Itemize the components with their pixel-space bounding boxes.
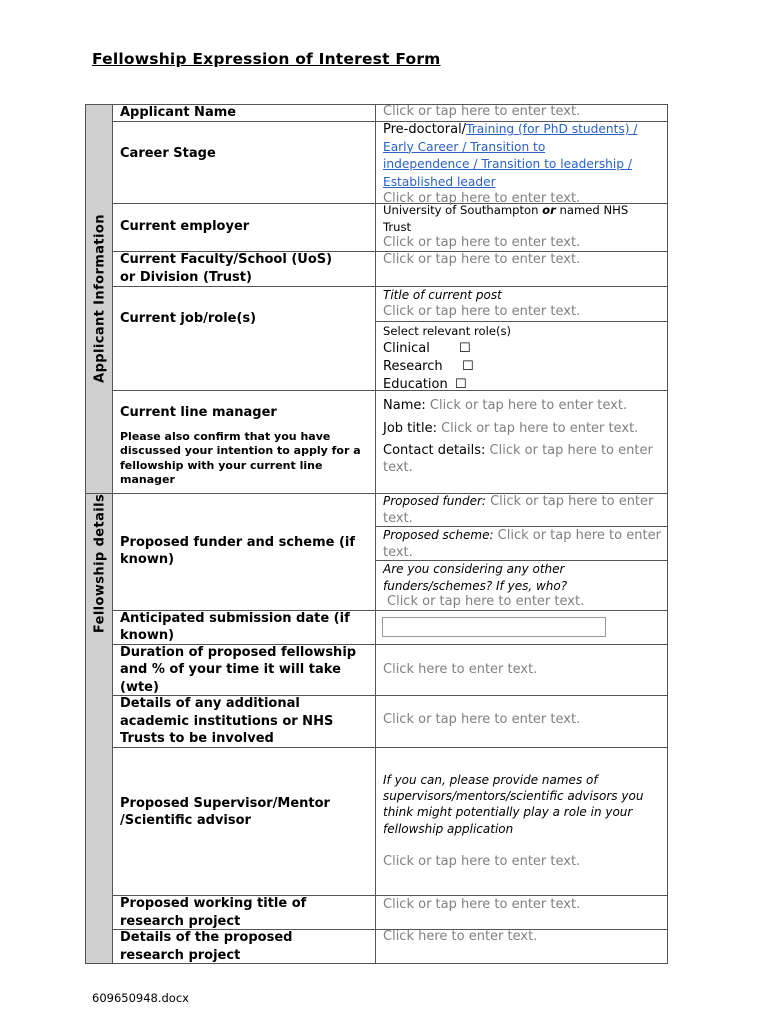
project-details-input[interactable]: Click here to enter text. xyxy=(383,929,538,944)
employer-line1-b: named NHS xyxy=(555,203,629,217)
label-institutions: Details of any additional academic institutions or NHS Trusts to be involved xyxy=(120,696,334,747)
manager-job-label: Job title: xyxy=(383,420,437,436)
label-career-stage: Career Stage xyxy=(120,145,216,161)
career-stage-field xyxy=(383,121,663,208)
label-faculty-line2: or Division (Trust) xyxy=(120,269,252,285)
label-supervisor: Proposed Supervisor/Mentor /Scientific advisor xyxy=(120,795,330,828)
label-applicant-name: Applicant Name xyxy=(120,104,237,120)
manager-name-label: Name: xyxy=(383,398,426,413)
label-duration: Duration of proposed fellowship and % of your time it will take (wte) xyxy=(120,644,357,695)
career-stage-link-4[interactable]: Established leader xyxy=(383,174,496,189)
other-funders-field xyxy=(383,561,663,611)
manager-job-input[interactable]: Click or tap here to enter text. xyxy=(441,420,639,436)
label-line-manager: Current line manager xyxy=(120,405,277,420)
job-title-input[interactable]: Click or tap here to enter text. xyxy=(383,303,581,319)
checkbox-education[interactable]: ☐ xyxy=(455,377,467,392)
funder-field xyxy=(383,493,663,527)
checkbox-clinical[interactable]: ☐ xyxy=(459,341,471,356)
funder-input[interactable]: Click or tap here to enter text. xyxy=(383,494,654,526)
supervisor-field xyxy=(383,772,663,870)
label-line-manager-block xyxy=(112,404,374,488)
faculty-input[interactable]: Click or tap here to enter text. xyxy=(383,252,581,267)
sidebar-applicant-information xyxy=(85,104,113,494)
institutions-input[interactable]: Click or tap here to enter text. xyxy=(383,712,581,727)
label-current-employer: Current employer xyxy=(120,219,250,235)
label-faculty-line1: Current Faculty/School (UoS) xyxy=(120,252,333,267)
manager-contact-label: Contact details: xyxy=(383,443,486,458)
label-project-details: Details of the proposed research project xyxy=(120,930,293,963)
role-select-group xyxy=(383,322,663,394)
form-title: Fellowship Expression of Interest Form xyxy=(92,50,441,68)
supervisor-hint: If you can, please provide names of supervisors/mentors/scientific advisors you think might potentially play a role in your fellowship application xyxy=(383,773,644,836)
document-filename: 609650948.docx xyxy=(92,991,189,1005)
line-manager-field xyxy=(383,398,663,476)
line-manager-note: Please also confirm that you have discussed your intention to apply for a fellowship with your current line manager xyxy=(120,429,361,486)
role-education[interactable]: Education ☐ xyxy=(383,377,467,392)
other-funders-input[interactable]: Click or tap here to enter text. xyxy=(387,594,585,609)
career-stage-link-1[interactable]: Training (for PhD students) / xyxy=(466,122,638,136)
label-working-title: Proposed working title of research project xyxy=(120,896,307,929)
other-funders-question-2: funders/schemes? If yes, who? xyxy=(383,578,568,593)
manager-name-input[interactable]: Click or tap here to enter text. xyxy=(429,398,628,413)
working-title-input[interactable]: Click or tap here to enter text. xyxy=(383,897,581,912)
current-employer-input[interactable]: Click or tap here to enter text. xyxy=(383,235,581,250)
label-job-role: Current job/role(s) xyxy=(120,311,257,327)
sidebar-fellowship-details xyxy=(85,493,113,964)
career-stage-link-3[interactable]: independence / Transition to leadership / xyxy=(383,157,633,171)
label-faculty xyxy=(112,251,376,286)
scheme-input[interactable]: Click or tap here to enter text. xyxy=(383,528,661,560)
duration-input[interactable]: Click here to enter text. xyxy=(383,662,538,677)
career-stage-link-2[interactable]: Early Career / Transition to xyxy=(383,139,546,154)
scheme-label: Proposed scheme: xyxy=(383,528,494,542)
applicant-name-input[interactable]: Click or tap here to enter text. xyxy=(383,104,581,119)
employer-or: or xyxy=(542,203,556,217)
role-research[interactable]: Research ☐ xyxy=(383,359,474,374)
employer-line1-a: University of Southampton xyxy=(383,203,543,217)
career-stage-input[interactable]: Click or tap here to enter text. xyxy=(383,191,581,206)
submission-date-input[interactable] xyxy=(382,617,606,637)
checkbox-research[interactable]: ☐ xyxy=(462,359,474,374)
role-select-hint: Select relevant role(s) xyxy=(383,324,512,338)
label-submission-date: Anticipated submission date (if known) xyxy=(120,610,350,643)
manager-contact-input[interactable]: Click or tap here to enter text. xyxy=(383,443,653,475)
scheme-field xyxy=(383,527,663,561)
supervisor-input[interactable]: Click or tap here to enter text. xyxy=(383,853,581,869)
job-role-field xyxy=(383,287,663,320)
employer-line2: Trust xyxy=(383,219,412,234)
other-funders-question-1: Are you considering any other xyxy=(383,562,565,576)
label-funder: Proposed funder and scheme (if known) xyxy=(120,534,356,567)
section-label-applicant-information: Applicant Information xyxy=(92,214,108,383)
career-stage-prefix: Pre-doctoral/ xyxy=(383,122,467,137)
current-employer-field xyxy=(383,202,663,252)
section-label-fellowship-details: Fellowship details xyxy=(92,493,108,634)
role-clinical[interactable]: Clinical ☐ xyxy=(383,341,471,356)
job-title-hint: Title of current post xyxy=(383,288,502,302)
funder-label: Proposed funder: xyxy=(383,494,486,508)
